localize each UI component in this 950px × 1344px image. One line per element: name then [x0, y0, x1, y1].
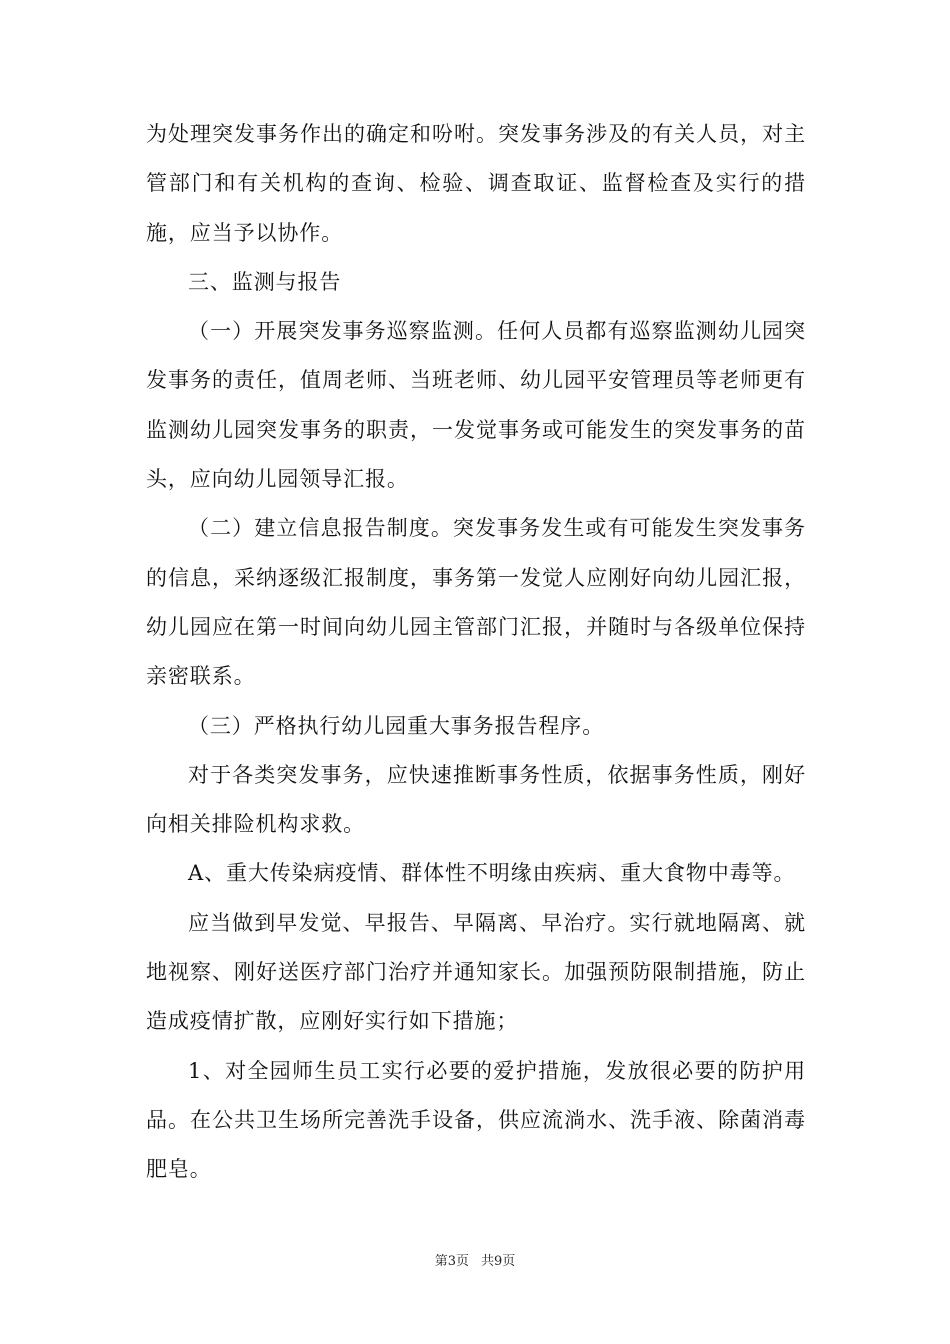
paragraph-continuation: 为处理突发事务作出的确定和吩咐。突发事务涉及的有关人员，对主管部门和有关机构的查询、检验、调查取证、监督检查及实行的措施，应当予以协作。	[146, 122, 806, 245]
document-body	[146, 110, 806, 1195]
page-total: 共9页	[481, 1254, 516, 1269]
page-number: 第3页	[434, 1254, 469, 1269]
paragraph-reporting-system: （二）建立信息报告制度。突发事务发生或有可能发生突发事务的信息，采纳逐级汇报制度，事务第一发觉人应刚好向幼儿园汇报，幼儿园应在第一时间向幼儿园主管部门汇报，并随时与各级单位保持亲密联系。	[146, 516, 806, 689]
paragraph-report-procedure: （三）严格执行幼儿园重大事务报告程序。	[188, 713, 605, 738]
paragraph-early-detection: 应当做到早发觉、早报告、早隔离、早治疗。实行就地隔离、就地视察、刚好送医疗部门治疗并通知家长。加强预防限制措施，防止造成疫情扩散，应刚好实行如下措施；	[146, 910, 806, 1034]
paragraph-judge-nature: 对于各类突发事务，应快速推断事务性质，依据事务性质，刚好向相关排险机构求救。	[146, 762, 806, 837]
paragraph-item-a: A、重大传染病疫情、群体性不明缘由疾病、重大食物中毒等。	[188, 861, 796, 886]
paragraph-item-1: 1、对全园师生员工实行必要的爱护措施，发放很必要的防护用品。在公共卫生场所完善洗手设备，供应流淌水、洗手液、除菌消毒肥皂。	[146, 1058, 806, 1182]
page-footer	[0, 1250, 950, 1269]
paragraph-monitoring: （一）开展突发事务巡察监测。任何人员都有巡察监测幼儿园突发事务的责任，值周老师、当班老师、幼儿园平安管理员等老师更有监测幼儿园突发事务的职责，一发觉事务或可能发生的突发事务的苗头，应向幼儿园领导汇报。	[146, 319, 806, 492]
section-heading: 三、监测与报告	[188, 269, 342, 294]
